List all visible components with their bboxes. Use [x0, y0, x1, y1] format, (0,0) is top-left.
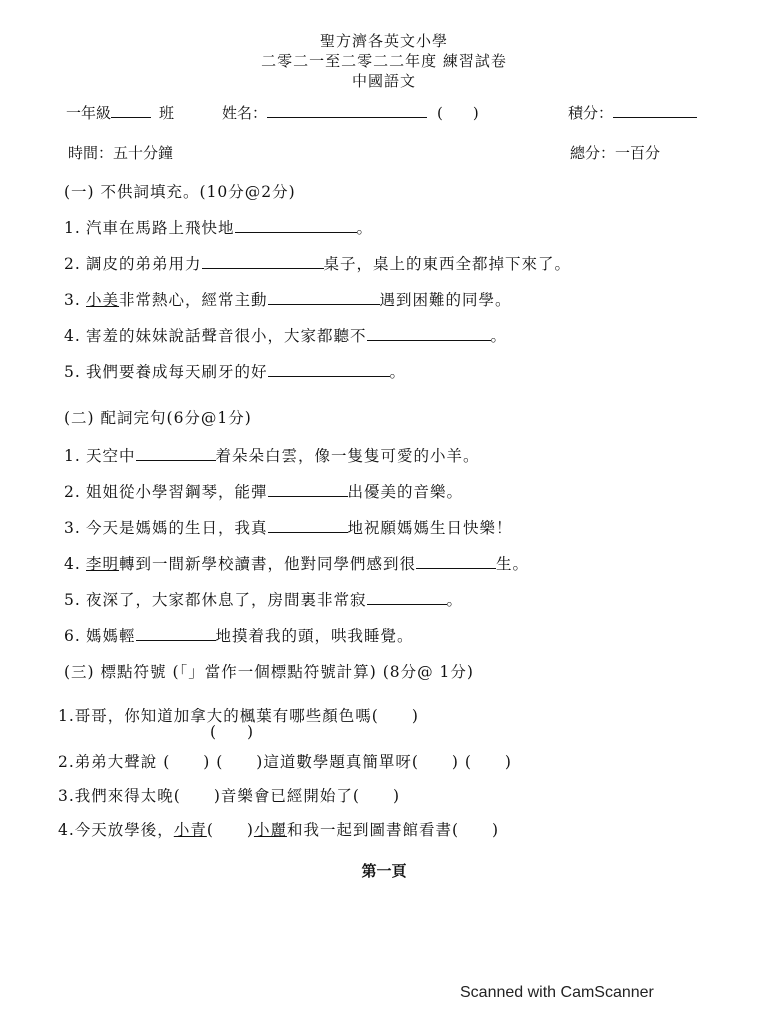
page-number: 第一頁	[361, 862, 407, 880]
exam-year-title: 二零二一至二零二二年度 練習試卷	[261, 52, 507, 70]
score-blank[interactable]	[613, 103, 697, 118]
section2-title: (二) 配詞完句(6分@1分)	[64, 409, 252, 427]
class-blank[interactable]	[111, 103, 151, 118]
s2-question-2: 2. 姐姐從小學習鋼琴，能彈 出優美的音樂。	[64, 483, 464, 501]
subject-title: 中國語文	[351, 72, 416, 90]
proper-name-underlined: 小美	[86, 291, 120, 309]
answer-blank[interactable]	[268, 482, 348, 497]
grade-field	[66, 102, 174, 123]
s2-question-6: 6. 媽媽輕 地摸着我的頭，哄我睡覺。	[64, 627, 414, 645]
s1-question-5: 5. 我們要養成每天刷牙的好 。	[64, 363, 407, 381]
s3-question-1-sub-paren: ( )	[210, 723, 254, 741]
s2-question-5: 5. 夜深了，大家都休息了，房間裏非常寂 。	[64, 591, 464, 609]
answer-blank[interactable]	[136, 446, 216, 461]
answer-blank[interactable]	[136, 626, 216, 641]
class-number-paren: ( )	[437, 104, 479, 122]
proper-name-underlined: 李明	[86, 555, 120, 573]
answer-blank[interactable]	[235, 218, 357, 233]
class-label: 班	[159, 104, 175, 122]
answer-blank[interactable]	[202, 254, 324, 269]
s1-question-3: 3. 小美非常熱心，經常主動 遇到困難的同學。	[64, 291, 512, 309]
proper-name-underlined: 小麗	[253, 821, 287, 839]
grade-label: 一年級	[66, 104, 112, 122]
score-label: 積分：	[568, 104, 614, 122]
name-field	[222, 102, 479, 123]
section3-title: (三) 標點符號 (「」當作一個標點符號計算) (8分@ 1分)	[64, 663, 474, 681]
s1-question-2: 2. 調皮的弟弟用力 桌子，桌上的東西全都掉下來了。	[64, 255, 572, 273]
section1-title: (一) 不供詞填充。(10分@2分)	[64, 183, 296, 201]
s1-question-4: 4. 害羞的妹妹說話聲音很小，大家都聽不 。	[64, 327, 508, 345]
answer-blank[interactable]	[268, 362, 390, 377]
answer-blank[interactable]	[367, 326, 491, 341]
s3-question-4: 4.今天放學後，小青( )小麗和我一起到圖書館看書( )	[58, 821, 500, 839]
s2-question-4: 4. 李明轉到一間新學校讀書，他對同學們感到很 生。	[64, 555, 530, 573]
s3-question-1: 1.哥哥，你知道加拿大的楓葉有哪些顏色嗎( )	[58, 707, 419, 725]
answer-blank[interactable]	[268, 290, 380, 305]
name-blank[interactable]	[267, 103, 427, 118]
s1-question-1: 1. 汽車在馬路上飛快地 。	[64, 219, 374, 237]
school-name: 聖方濟各英文小學	[319, 32, 448, 50]
answer-blank[interactable]	[268, 518, 348, 533]
score-field	[568, 102, 697, 123]
s2-question-1: 1. 天空中 着朵朵白雲，像一隻隻可愛的小羊。	[64, 447, 480, 465]
time-label: 時間：五十分鐘	[68, 144, 174, 162]
proper-name-underlined: 小青	[173, 821, 207, 839]
name-label: 姓名：	[222, 104, 268, 122]
scanner-watermark: Scanned with CamScanner	[460, 984, 654, 1001]
s3-question-2: 2.弟弟大聲說 ( ) ( )這道數學題真簡單呀( ) ( )	[58, 753, 512, 771]
s3-question-3: 3.我們來得太晚( )音樂會已經開始了( )	[58, 787, 400, 805]
s2-question-3: 3. 今天是媽媽的生日，我真 地祝願媽媽生日快樂！	[64, 519, 513, 537]
answer-blank[interactable]	[416, 554, 496, 569]
answer-blank[interactable]	[367, 590, 447, 605]
total-score-label: 總分：一百分	[570, 144, 661, 162]
